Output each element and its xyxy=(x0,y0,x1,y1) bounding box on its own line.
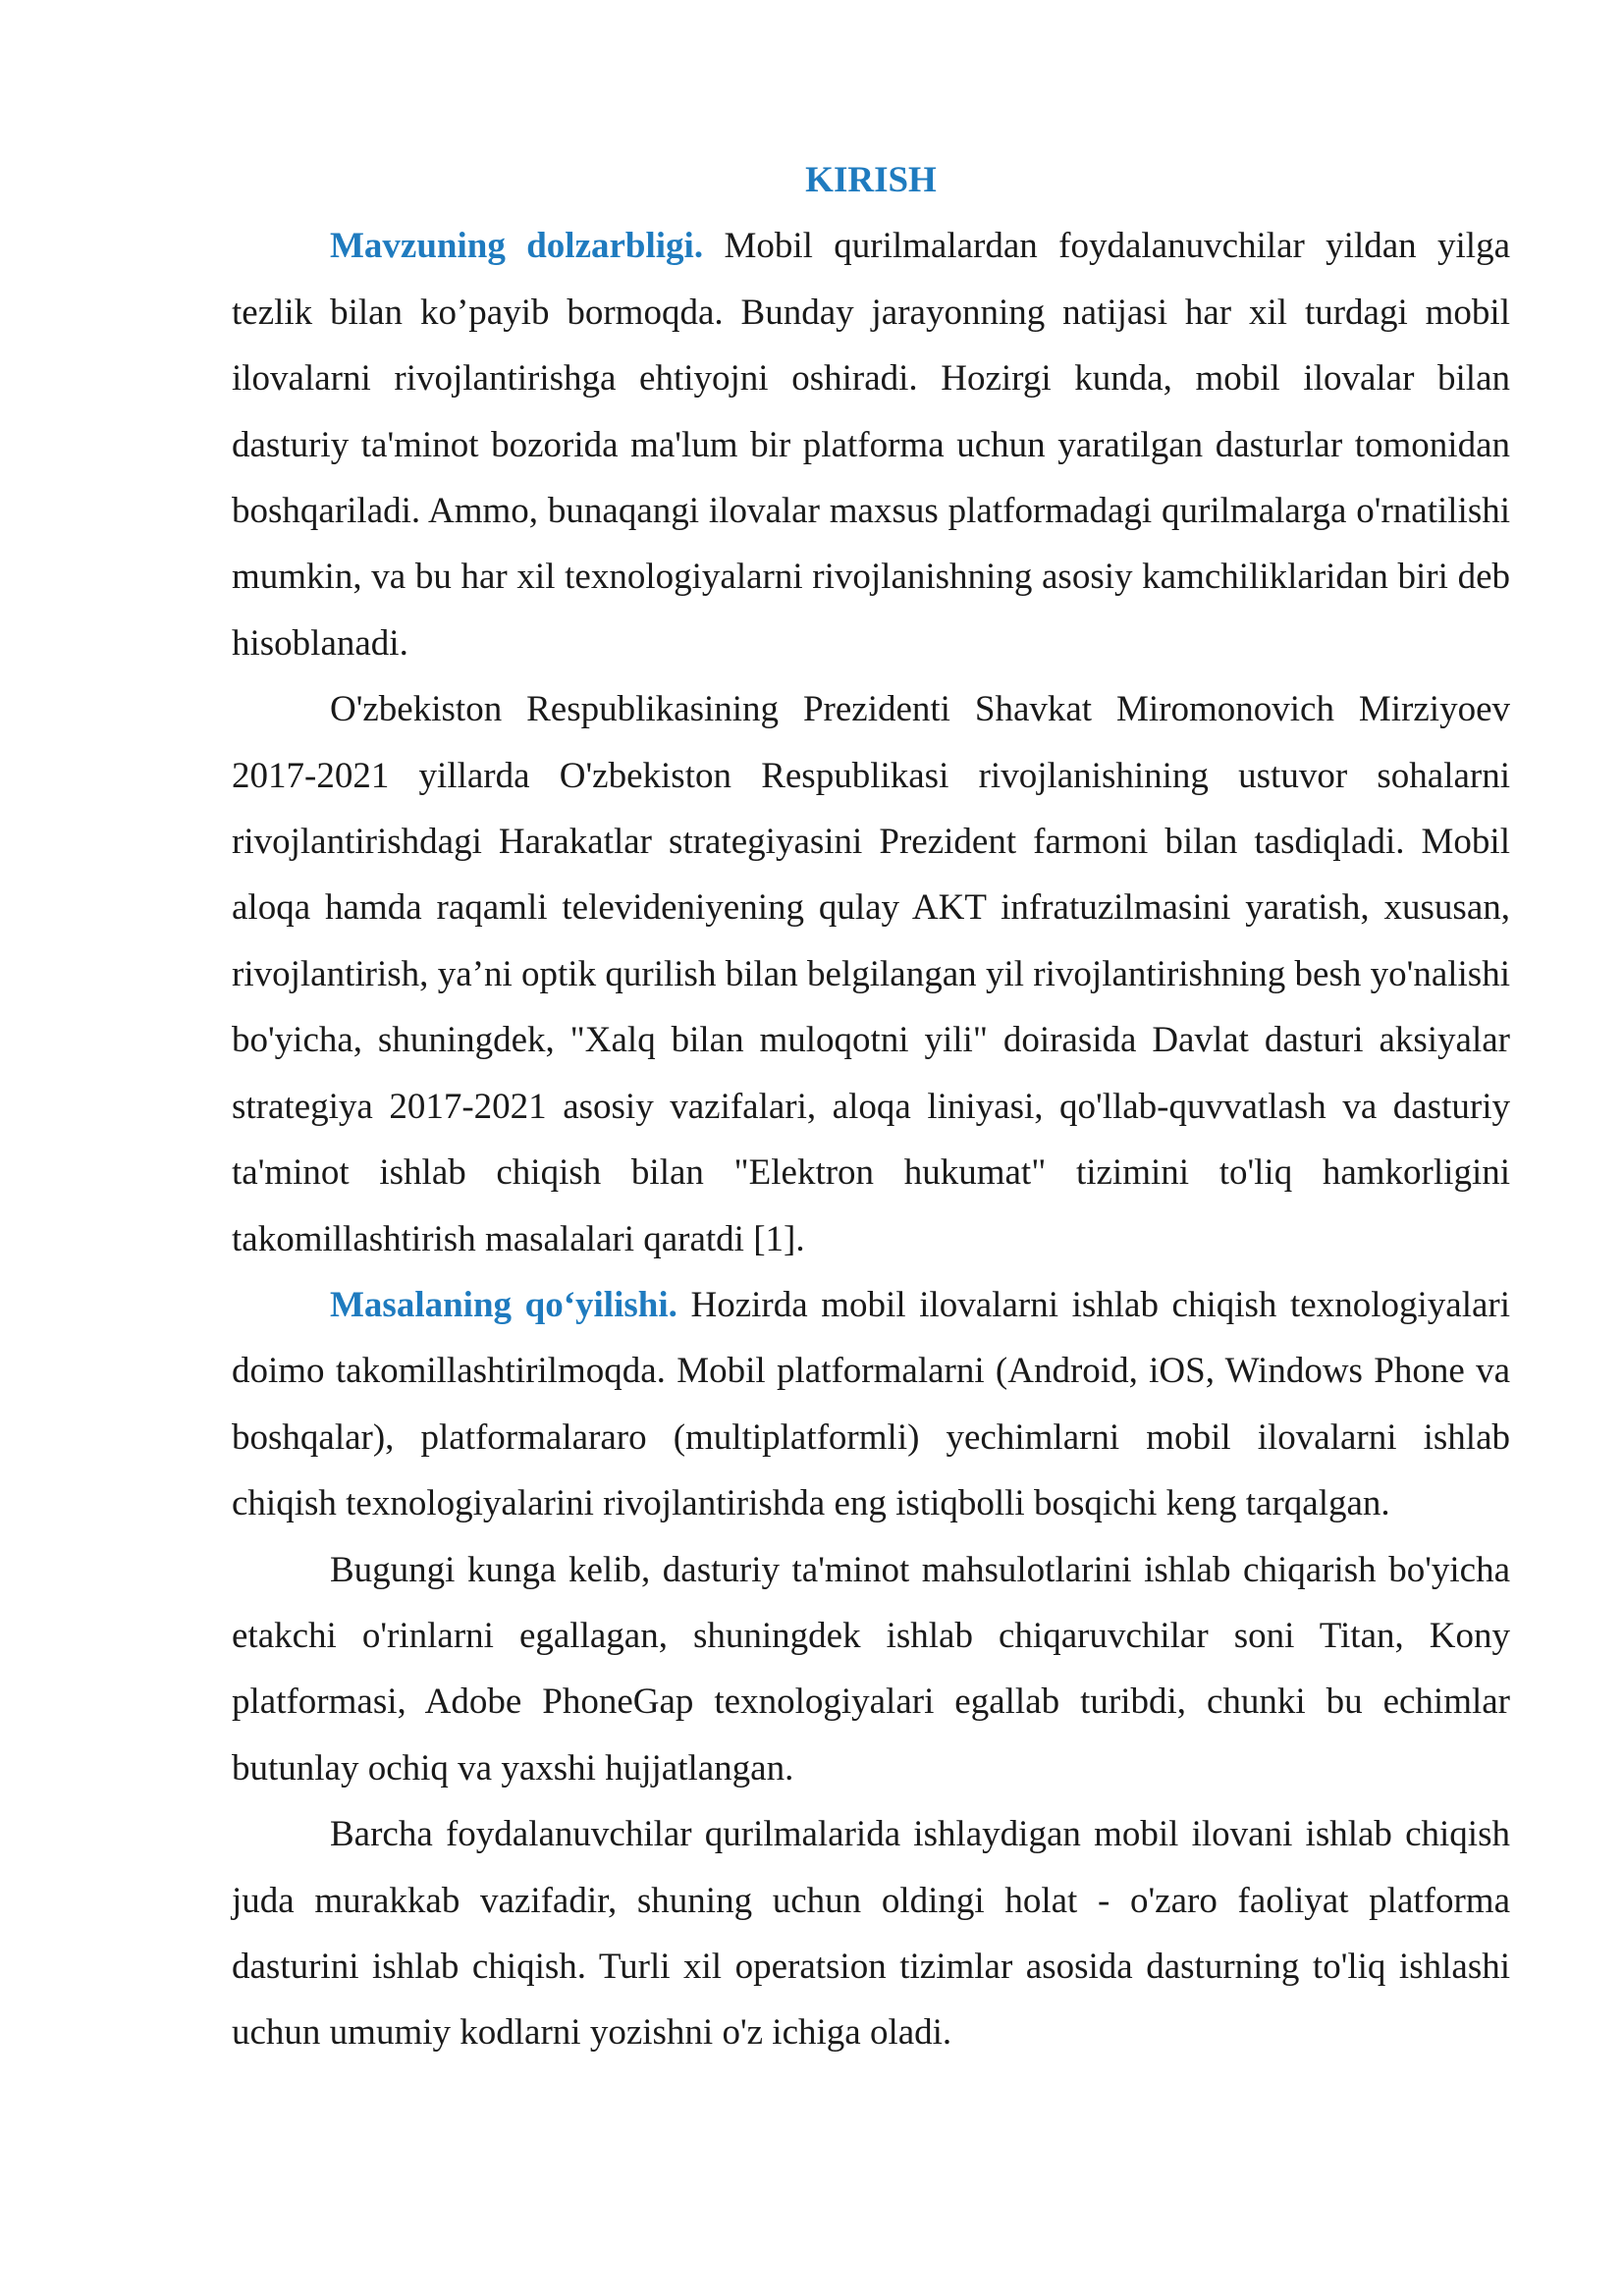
paragraph-text: Bugungi kunga kelib, dasturiy ta'minot mahsulotlarini ishlab chiqarish bo'yicha etakchi o'rinlarni egallagan, shuningdek ishlab chiqaruvchilar soni Titan, Kony platformasi, Adobe PhoneGap texnologiyalari egallab turibdi, chunki bu echimlar butunlay ochiq va yaxshi hujjatlangan. xyxy=(232,1549,1510,1789)
paragraph-relevance xyxy=(232,213,1510,676)
paragraph-platforms xyxy=(232,1537,1510,1802)
paragraph-text: Barcha foydalanuvchilar qurilmalarida ishlaydigan mobil ilovani ishlab chiqish juda murakkab vazifadir, shuning uchun oldingi holat - o'zaro faoliyat platforma dasturini ishlab chiqish. Turli xil operatsion tizimlar asosida dasturning to'liq ishlashi uchun umumiy kodlarni yozishni o'z ichiga oladi. xyxy=(232,1814,1510,2054)
page-title: KIRISH xyxy=(805,160,937,200)
paragraph-problem-statement xyxy=(232,1272,1510,1537)
paragraph-cross-platform xyxy=(232,1801,1510,2066)
paragraph-text: O'zbekiston Respublikasining Prezidenti Shavkat Miromonovich Mirziyoev 2017-2021 yillarda O'zbekiston Respublikasi rivojlanishining ustuvor sohalarni rivojlantirishdagi Harakatlar strategiyasini Prezident farmoni bilan tasdiqladi. Mobil aloqa hamda raqamli televideniyening qulay AKT infratuzilmasini yaratish, xususan, rivojlantirish, ya’ni optik qurilish bilan belgilangan yil rivojlantirishning besh yo'nalishi bo'yicha, shuningdek, "Xalq bilan muloqotni yili" doirasida Davlat dasturi aksiyalar strategiya 2017-2021 asosiy vazifalari, aloqa liniyasi, qo'llab-quvvatlash va dasturiy ta'minot ishlab chiqish bilan "Elektron hukumat" tizimini to'liq hamkorligini takomillashtirish masalalari qaratdi [1]. xyxy=(232,689,1510,1259)
paragraph-strategy xyxy=(232,676,1510,1272)
paragraph-lead: Masalaning qo‘yilishi. xyxy=(330,1284,677,1325)
paragraph-text: Mobil qurilmalardan foydalanuvchilar yildan yilga tezlik bilan ko’payib bormoqda. Bunday jarayonning natijasi har xil turdagi mobil ilovalarni rivojlantirishga ehtiyojni oshiradi. Hozirgi kunda, mobil ilovalar bilan dasturiy ta'minot bozorida ma'lum bir platforma uchun yaratilgan dasturlar tomonidan boshqariladi. Ammo, bunaqangi ilovalar maxsus platformadagi qurilmalarga o'rnatilishi mumkin, va bu har xil texnologiyalarni rivojlanishning asosiy kamchiliklaridan biri deb hisoblanadi. xyxy=(232,226,1511,664)
document-body xyxy=(232,147,1510,2066)
paragraph-lead: Mavzuning dolzarbligi. xyxy=(330,226,704,267)
paragraph-text: Hozirda mobil ilovalarni ishlab chiqish texnologiyalari doimo takomillashtirilmoqda. Mobil platformalarni (Android, iOS, Windows Phone va boshqalar), platformalararo (multiplatformli) yechimlarni mobil ilovalarni ishlab chiqish texnologiyalarini rivojlantirishda eng istiqbolli bosqichi keng tarqalgan. xyxy=(232,1284,1511,1524)
